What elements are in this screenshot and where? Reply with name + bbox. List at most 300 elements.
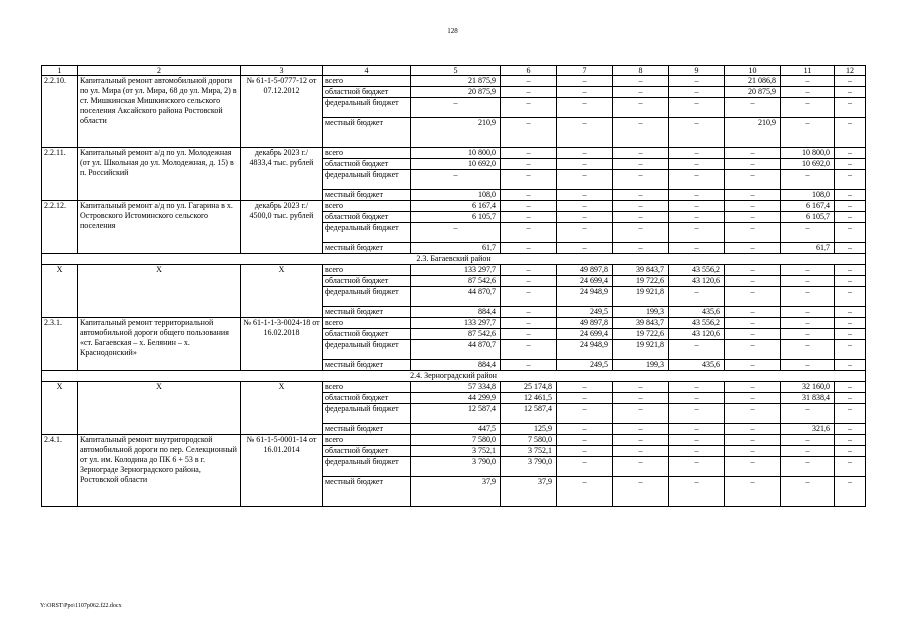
amount-cell: – bbox=[501, 340, 557, 360]
amount-cell: 19 921,8 bbox=[613, 287, 669, 307]
amount-cell: – bbox=[835, 170, 866, 190]
column-header: 7 bbox=[557, 66, 613, 76]
amount-cell: – bbox=[725, 318, 781, 329]
amount-cell: 37,9 bbox=[411, 477, 501, 507]
amount-cell: 7 580,0 bbox=[501, 435, 557, 446]
amount-cell: – bbox=[613, 477, 669, 507]
amount-cell: – bbox=[501, 201, 557, 212]
item-name: Х bbox=[78, 265, 241, 318]
amount-cell: 3 790,0 bbox=[411, 457, 501, 477]
item-document: Х bbox=[241, 382, 323, 435]
amount-cell: – bbox=[557, 190, 613, 201]
amount-cell: – bbox=[725, 159, 781, 170]
amount-cell: 19 722,6 bbox=[613, 329, 669, 340]
amount-cell: 24 948,9 bbox=[557, 340, 613, 360]
amount-cell: 21 875,9 bbox=[411, 76, 501, 87]
amount-cell: – bbox=[725, 307, 781, 318]
amount-cell: 6 167,4 bbox=[411, 201, 501, 212]
amount-cell: 49 897,8 bbox=[557, 318, 613, 329]
amount-cell: – bbox=[669, 435, 725, 446]
amount-cell: – bbox=[557, 243, 613, 254]
amount-cell: – bbox=[411, 98, 501, 118]
amount-cell: 133 297,7 bbox=[411, 265, 501, 276]
amount-cell: – bbox=[557, 382, 613, 393]
amount-cell: 19 722,6 bbox=[613, 276, 669, 287]
amount-cell: – bbox=[613, 223, 669, 243]
column-header: 12 bbox=[835, 66, 866, 76]
section-title: 2.4. Зерноградский район bbox=[42, 371, 866, 382]
amount-cell: – bbox=[613, 424, 669, 435]
table-row bbox=[42, 265, 866, 276]
amount-cell: 10 692,0 bbox=[781, 159, 835, 170]
amount-cell: – bbox=[835, 457, 866, 477]
amount-cell: – bbox=[669, 201, 725, 212]
amount-cell: – bbox=[835, 382, 866, 393]
amount-cell: – bbox=[669, 477, 725, 507]
amount-cell: – bbox=[669, 243, 725, 254]
amount-cell: – bbox=[835, 360, 866, 371]
funding-source: областной бюджет bbox=[323, 393, 411, 404]
funding-source: федеральный бюджет bbox=[323, 170, 411, 190]
amount-cell: 6 167,4 bbox=[781, 201, 835, 212]
amount-cell: – bbox=[725, 446, 781, 457]
amount-cell: 125,9 bbox=[501, 424, 557, 435]
amount-cell: – bbox=[557, 159, 613, 170]
amount-cell: – bbox=[557, 87, 613, 98]
amount-cell: 87 542,6 bbox=[411, 276, 501, 287]
amount-cell: – bbox=[613, 243, 669, 254]
amount-cell: 44 299,9 bbox=[411, 393, 501, 404]
amount-cell: – bbox=[725, 170, 781, 190]
item-document: декабрь 2023 г./ 4500,0 тыс. рублей bbox=[241, 201, 323, 254]
amount-cell: – bbox=[835, 446, 866, 457]
amount-cell: – bbox=[781, 287, 835, 307]
amount-cell: 61,7 bbox=[781, 243, 835, 254]
amount-cell: – bbox=[781, 340, 835, 360]
amount-cell: – bbox=[725, 393, 781, 404]
amount-cell: – bbox=[725, 340, 781, 360]
amount-cell: – bbox=[835, 148, 866, 159]
amount-cell: 43 120,6 bbox=[669, 329, 725, 340]
item-document: № 61-1-5-0777-12 от 07.12.2012 bbox=[241, 76, 323, 148]
funding-source: местный бюджет bbox=[323, 360, 411, 371]
amount-cell: – bbox=[725, 201, 781, 212]
amount-cell: 37,9 bbox=[501, 477, 557, 507]
amount-cell: – bbox=[725, 265, 781, 276]
amount-cell: – bbox=[725, 190, 781, 201]
amount-cell: – bbox=[781, 223, 835, 243]
funding-source: федеральный бюджет bbox=[323, 404, 411, 424]
amount-cell: 10 692,0 bbox=[411, 159, 501, 170]
funding-source: местный бюджет bbox=[323, 307, 411, 318]
funding-source: областной бюджет bbox=[323, 276, 411, 287]
amount-cell: – bbox=[725, 287, 781, 307]
amount-cell: – bbox=[557, 477, 613, 507]
amount-cell: – bbox=[669, 76, 725, 87]
amount-cell: – bbox=[781, 329, 835, 340]
amount-cell: 19 921,8 bbox=[613, 340, 669, 360]
amount-cell: – bbox=[669, 404, 725, 424]
amount-cell: – bbox=[781, 87, 835, 98]
funding-source: всего bbox=[323, 435, 411, 446]
amount-cell: – bbox=[613, 212, 669, 223]
amount-cell: – bbox=[557, 223, 613, 243]
amount-cell: – bbox=[835, 190, 866, 201]
amount-cell: – bbox=[669, 424, 725, 435]
amount-cell: – bbox=[669, 457, 725, 477]
amount-cell: 39 843,7 bbox=[613, 318, 669, 329]
amount-cell: – bbox=[835, 159, 866, 170]
amount-cell: 7 580,0 bbox=[411, 435, 501, 446]
amount-cell: – bbox=[781, 98, 835, 118]
amount-cell: – bbox=[613, 393, 669, 404]
funding-source: местный бюджет bbox=[323, 243, 411, 254]
amount-cell: – bbox=[781, 276, 835, 287]
amount-cell: – bbox=[725, 98, 781, 118]
section-row bbox=[42, 254, 866, 265]
amount-cell: 12 587,4 bbox=[501, 404, 557, 424]
item-document: Х bbox=[241, 265, 323, 318]
funding-source: областной бюджет bbox=[323, 446, 411, 457]
amount-cell: 24 699,4 bbox=[557, 329, 613, 340]
amount-cell: – bbox=[725, 243, 781, 254]
funding-source: федеральный бюджет bbox=[323, 287, 411, 307]
funding-source: всего bbox=[323, 265, 411, 276]
amount-cell: 24 699,4 bbox=[557, 276, 613, 287]
table-row bbox=[42, 435, 866, 446]
amount-cell: – bbox=[781, 477, 835, 507]
amount-cell: – bbox=[501, 318, 557, 329]
amount-cell: 210,9 bbox=[411, 118, 501, 148]
amount-cell: – bbox=[501, 265, 557, 276]
amount-cell: 43 120,6 bbox=[669, 276, 725, 287]
amount-cell: – bbox=[835, 265, 866, 276]
funding-source: всего bbox=[323, 76, 411, 87]
amount-cell: 249,5 bbox=[557, 307, 613, 318]
funding-source: областной бюджет bbox=[323, 212, 411, 223]
item-document: № 61-1-5-0001-14 от 16.01.2014 bbox=[241, 435, 323, 507]
amount-cell: 20 875,9 bbox=[725, 87, 781, 98]
amount-cell: 884,4 bbox=[411, 360, 501, 371]
column-header: 8 bbox=[613, 66, 669, 76]
table-row bbox=[42, 201, 866, 212]
amount-cell: – bbox=[557, 212, 613, 223]
item-code: 2.2.11. bbox=[42, 148, 78, 201]
amount-cell: – bbox=[835, 201, 866, 212]
amount-cell: 20 875,9 bbox=[411, 87, 501, 98]
amount-cell: – bbox=[613, 382, 669, 393]
amount-cell: 199,3 bbox=[613, 360, 669, 371]
item-name: Капитальный ремонт внутригородской автомобильной дороги по пер. Селекционный от ул. им. Колодина до ПК 6 + 53 в г. Зернограде Зерноградского района, Ростовской области bbox=[78, 435, 241, 507]
amount-cell: – bbox=[835, 76, 866, 87]
funding-source: федеральный бюджет bbox=[323, 223, 411, 243]
amount-cell: 3 790,0 bbox=[501, 457, 557, 477]
item-code: 2.4.1. bbox=[42, 435, 78, 507]
amount-cell: 43 556,2 bbox=[669, 318, 725, 329]
amount-cell: – bbox=[669, 190, 725, 201]
amount-cell: – bbox=[613, 148, 669, 159]
item-document: № 61-1-1-3-0024-18 от 16.02.2018 bbox=[241, 318, 323, 371]
column-header: 3 bbox=[241, 66, 323, 76]
amount-cell: – bbox=[557, 98, 613, 118]
item-code: 2.2.10. bbox=[42, 76, 78, 148]
item-name: Капитальный ремонт территориальной автомобильной дороги общего пользования «ст. Багаевская – х. Белянин – х. Краснодонский» bbox=[78, 318, 241, 371]
amount-cell: – bbox=[835, 223, 866, 243]
funding-source: местный бюджет bbox=[323, 477, 411, 507]
amount-cell: – bbox=[835, 329, 866, 340]
amount-cell: – bbox=[725, 329, 781, 340]
amount-cell: – bbox=[725, 148, 781, 159]
amount-cell: – bbox=[781, 265, 835, 276]
funding-source: областной бюджет bbox=[323, 87, 411, 98]
amount-cell: – bbox=[501, 148, 557, 159]
amount-cell: – bbox=[613, 457, 669, 477]
amount-cell: 108,0 bbox=[781, 190, 835, 201]
funding-table bbox=[41, 65, 866, 507]
amount-cell: – bbox=[781, 170, 835, 190]
amount-cell: – bbox=[501, 243, 557, 254]
amount-cell: 21 086,8 bbox=[725, 76, 781, 87]
item-code: 2.3.1. bbox=[42, 318, 78, 371]
amount-cell: – bbox=[613, 118, 669, 148]
amount-cell: – bbox=[725, 424, 781, 435]
amount-cell: 10 800,0 bbox=[781, 148, 835, 159]
amount-cell: – bbox=[835, 118, 866, 148]
amount-cell: – bbox=[669, 98, 725, 118]
amount-cell: – bbox=[501, 212, 557, 223]
amount-cell: 133 297,7 bbox=[411, 318, 501, 329]
amount-cell: – bbox=[501, 360, 557, 371]
item-name: Капитальный ремонт а/д по ул. Гагарина в х. Островского Истоминского сельского поселения bbox=[78, 201, 241, 254]
amount-cell: – bbox=[501, 287, 557, 307]
page-number: 128 bbox=[447, 27, 458, 35]
amount-cell: 49 897,8 bbox=[557, 265, 613, 276]
table-row bbox=[42, 382, 866, 393]
amount-cell: – bbox=[557, 76, 613, 87]
amount-cell: – bbox=[613, 87, 669, 98]
amount-cell: 12 461,5 bbox=[501, 393, 557, 404]
header-row bbox=[42, 66, 866, 76]
funding-source: местный бюджет bbox=[323, 424, 411, 435]
amount-cell: 435,6 bbox=[669, 307, 725, 318]
amount-cell: – bbox=[835, 477, 866, 507]
funding-source: областной бюджет bbox=[323, 159, 411, 170]
amount-cell: – bbox=[557, 201, 613, 212]
amount-cell: 31 838,4 bbox=[781, 393, 835, 404]
amount-cell: 39 843,7 bbox=[613, 265, 669, 276]
column-header: 4 bbox=[323, 66, 411, 76]
amount-cell: – bbox=[557, 424, 613, 435]
amount-cell: – bbox=[501, 76, 557, 87]
amount-cell: 57 334,8 bbox=[411, 382, 501, 393]
amount-cell: – bbox=[669, 87, 725, 98]
amount-cell: – bbox=[669, 340, 725, 360]
funding-source: областной бюджет bbox=[323, 329, 411, 340]
amount-cell: 210,9 bbox=[725, 118, 781, 148]
amount-cell: – bbox=[725, 360, 781, 371]
amount-cell: – bbox=[669, 212, 725, 223]
amount-cell: – bbox=[501, 190, 557, 201]
column-header: 5 bbox=[411, 66, 501, 76]
amount-cell: – bbox=[669, 287, 725, 307]
column-header: 1 bbox=[42, 66, 78, 76]
amount-cell: – bbox=[613, 76, 669, 87]
amount-cell: – bbox=[781, 457, 835, 477]
amount-cell: 10 800,0 bbox=[411, 148, 501, 159]
section-title: 2.3. Багаевский район bbox=[42, 254, 866, 265]
amount-cell: 12 587,4 bbox=[411, 404, 501, 424]
funding-source: федеральный бюджет bbox=[323, 340, 411, 360]
amount-cell: – bbox=[557, 446, 613, 457]
table-row bbox=[42, 148, 866, 159]
item-code: Х bbox=[42, 382, 78, 435]
amount-cell: – bbox=[669, 382, 725, 393]
amount-cell: 3 752,1 bbox=[411, 446, 501, 457]
amount-cell: – bbox=[835, 276, 866, 287]
amount-cell: – bbox=[411, 170, 501, 190]
item-name: Капитальный ремонт автомобильной дороги по ул. Мира (от ул. Мира, 68 до ул. Мира, 2) в ст. Мишкинская Мишкинского сельского поселения Аксайского района Ростовской области bbox=[78, 76, 241, 148]
amount-cell: – bbox=[781, 307, 835, 318]
section-row bbox=[42, 371, 866, 382]
amount-cell: – bbox=[501, 87, 557, 98]
amount-cell: – bbox=[835, 287, 866, 307]
amount-cell: – bbox=[501, 307, 557, 318]
amount-cell: – bbox=[669, 223, 725, 243]
amount-cell: – bbox=[557, 170, 613, 190]
amount-cell: – bbox=[669, 170, 725, 190]
funding-source: всего bbox=[323, 148, 411, 159]
file-path-footer: Y:\ORST\Ppo\1107p062.f22.docx bbox=[40, 603, 122, 609]
amount-cell: 44 870,7 bbox=[411, 340, 501, 360]
amount-cell: – bbox=[613, 446, 669, 457]
column-header: 9 bbox=[669, 66, 725, 76]
amount-cell: – bbox=[669, 148, 725, 159]
amount-cell: – bbox=[725, 477, 781, 507]
amount-cell: – bbox=[835, 393, 866, 404]
amount-cell: – bbox=[669, 118, 725, 148]
amount-cell: – bbox=[835, 307, 866, 318]
amount-cell: 321,6 bbox=[781, 424, 835, 435]
amount-cell: – bbox=[669, 393, 725, 404]
amount-cell: – bbox=[835, 404, 866, 424]
amount-cell: – bbox=[781, 118, 835, 148]
funding-source: всего bbox=[323, 318, 411, 329]
amount-cell: – bbox=[725, 435, 781, 446]
item-document: декабрь 2023 г./ 4833,4 тыс. рублей bbox=[241, 148, 323, 201]
amount-cell: 25 174,8 bbox=[501, 382, 557, 393]
item-name: Х bbox=[78, 382, 241, 435]
amount-cell: 199,3 bbox=[613, 307, 669, 318]
amount-cell: – bbox=[557, 393, 613, 404]
amount-cell: – bbox=[613, 98, 669, 118]
amount-cell: – bbox=[501, 98, 557, 118]
amount-cell: – bbox=[669, 446, 725, 457]
amount-cell: 32 160,0 bbox=[781, 382, 835, 393]
column-header: 6 bbox=[501, 66, 557, 76]
amount-cell: – bbox=[781, 404, 835, 424]
amount-cell: – bbox=[501, 159, 557, 170]
amount-cell: – bbox=[781, 446, 835, 457]
funding-source: местный бюджет bbox=[323, 118, 411, 148]
amount-cell: 43 556,2 bbox=[669, 265, 725, 276]
amount-cell: 87 542,6 bbox=[411, 329, 501, 340]
amount-cell: – bbox=[411, 223, 501, 243]
amount-cell: 6 105,7 bbox=[411, 212, 501, 223]
amount-cell: – bbox=[613, 159, 669, 170]
amount-cell: – bbox=[613, 201, 669, 212]
amount-cell: – bbox=[557, 404, 613, 424]
amount-cell: 44 870,7 bbox=[411, 287, 501, 307]
amount-cell: – bbox=[669, 159, 725, 170]
amount-cell: – bbox=[781, 76, 835, 87]
amount-cell: – bbox=[501, 223, 557, 243]
item-code: Х bbox=[42, 265, 78, 318]
amount-cell: – bbox=[725, 212, 781, 223]
amount-cell: – bbox=[501, 329, 557, 340]
amount-cell: – bbox=[613, 170, 669, 190]
amount-cell: 6 105,7 bbox=[781, 212, 835, 223]
amount-cell: – bbox=[835, 87, 866, 98]
amount-cell: 435,6 bbox=[669, 360, 725, 371]
amount-cell: – bbox=[835, 435, 866, 446]
amount-cell: – bbox=[501, 170, 557, 190]
item-code: 2.2.12. bbox=[42, 201, 78, 254]
amount-cell: – bbox=[781, 318, 835, 329]
amount-cell: – bbox=[557, 118, 613, 148]
amount-cell: – bbox=[725, 382, 781, 393]
funding-source: местный бюджет bbox=[323, 190, 411, 201]
column-header: 10 bbox=[725, 66, 781, 76]
amount-cell: – bbox=[501, 118, 557, 148]
amount-cell: – bbox=[835, 424, 866, 435]
column-header: 2 bbox=[78, 66, 241, 76]
amount-cell: 108,0 bbox=[411, 190, 501, 201]
amount-cell: – bbox=[835, 243, 866, 254]
amount-cell: – bbox=[781, 360, 835, 371]
amount-cell: – bbox=[725, 223, 781, 243]
funding-source: всего bbox=[323, 201, 411, 212]
column-header: 11 bbox=[781, 66, 835, 76]
funding-source: всего bbox=[323, 382, 411, 393]
amount-cell: – bbox=[835, 318, 866, 329]
amount-cell: – bbox=[725, 404, 781, 424]
funding-source: федеральный бюджет bbox=[323, 98, 411, 118]
amount-cell: – bbox=[725, 276, 781, 287]
amount-cell: 3 752,1 bbox=[501, 446, 557, 457]
amount-cell: – bbox=[501, 276, 557, 287]
amount-cell: – bbox=[557, 148, 613, 159]
amount-cell: – bbox=[613, 190, 669, 201]
amount-cell: – bbox=[557, 457, 613, 477]
amount-cell: 249,5 bbox=[557, 360, 613, 371]
amount-cell: – bbox=[725, 457, 781, 477]
item-name: Капитальный ремонт а/д по ул. Молодежная (от ул. Школьная до ул. Молодежная, д. 15) в п. Российский bbox=[78, 148, 241, 201]
amount-cell: – bbox=[835, 98, 866, 118]
amount-cell: – bbox=[613, 404, 669, 424]
amount-cell: – bbox=[557, 435, 613, 446]
amount-cell: – bbox=[835, 340, 866, 360]
amount-cell: 884,4 bbox=[411, 307, 501, 318]
amount-cell: 61,7 bbox=[411, 243, 501, 254]
amount-cell: – bbox=[835, 212, 866, 223]
amount-cell: 24 948,9 bbox=[557, 287, 613, 307]
amount-cell: – bbox=[781, 435, 835, 446]
table-row bbox=[42, 318, 866, 329]
funding-source: федеральный бюджет bbox=[323, 457, 411, 477]
amount-cell: – bbox=[613, 435, 669, 446]
amount-cell: 447,5 bbox=[411, 424, 501, 435]
table-row bbox=[42, 76, 866, 87]
